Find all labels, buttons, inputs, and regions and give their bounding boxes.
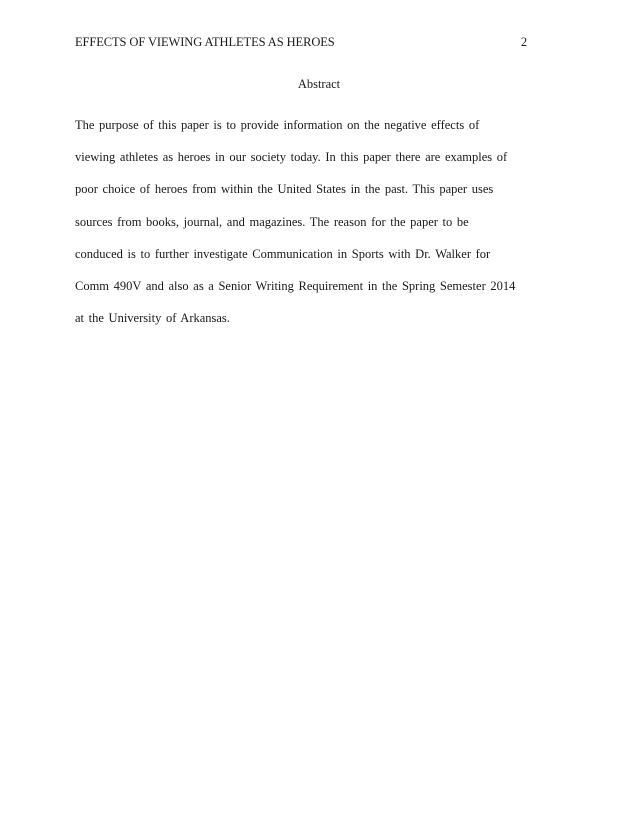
abstract-line: The purpose of this paper is to provide information on the negative effects of — [75, 118, 480, 132]
abstract-line: conduced is to further investigate Communication in Sports with Dr. Walker for — [75, 246, 491, 261]
page-number: 2 — [520, 35, 527, 49]
running-head — [75, 35, 527, 55]
abstract-line: poor choice of heroes from within the United States in the past. This paper uses — [75, 182, 494, 197]
abstract-line: Comm 490V and also as a Senior Writing Requirement in the Spring Semester 2014 — [75, 279, 516, 294]
running-title: EFFECTS OF VIEWING ATHLETES AS HEROES — [75, 35, 335, 49]
abstract-line: at the University of Arkansas. — [75, 311, 230, 326]
abstract-line: sources from books, journal, and magazines. The reason for the paper to be — [75, 214, 469, 229]
abstract-line: viewing athletes as heroes in our society today. In this paper there are examples of — [75, 150, 508, 165]
abstract-paragraph — [75, 109, 560, 334]
abstract-heading: Abstract — [297, 77, 341, 91]
